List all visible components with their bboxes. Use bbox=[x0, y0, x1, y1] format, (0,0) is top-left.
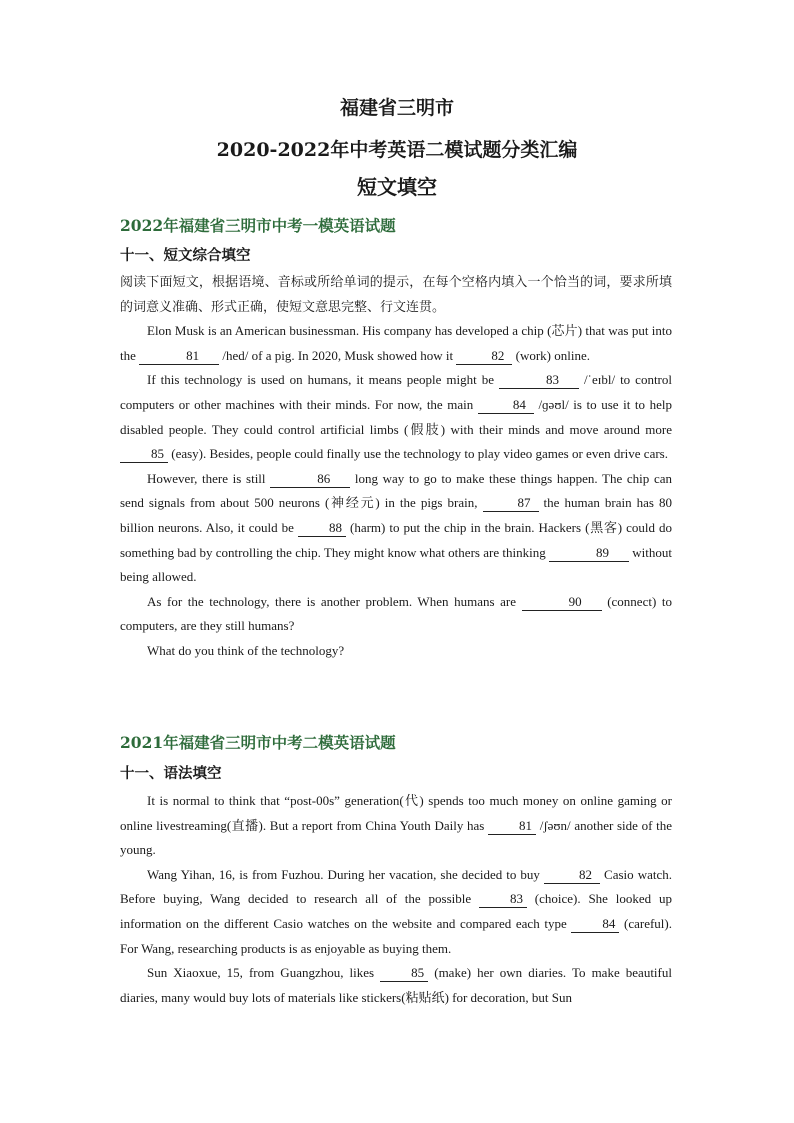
blank-86[interactable]: 86 bbox=[270, 471, 350, 488]
section1-heading: 2022年福建省三明市中考一模英语试题 bbox=[120, 216, 396, 235]
section2-paragraph-1: It is normal to think that “post-00s” generation(代) spends too much money on online gaming or online livestreaming(直播). But a report from China Youth Daily has 81 /ʃəʊn/ another side of the young. bbox=[120, 793, 672, 858]
blank-85-s2[interactable]: 85 bbox=[380, 965, 428, 982]
section2-heading: 2021年福建省三明市中考二模英语试题 bbox=[120, 733, 396, 752]
blank-87[interactable]: 87 bbox=[483, 495, 539, 512]
blank-85[interactable]: 85 bbox=[120, 446, 168, 463]
section2-subheading: 十一、语法填空 bbox=[120, 765, 222, 782]
blank-83[interactable]: 83 bbox=[499, 372, 579, 389]
blank-81-s2[interactable]: 81 bbox=[488, 818, 536, 835]
section1-paragraph-4: As for the technology, there is another problem. When humans are 90 (connect) to computers, are they still humans? bbox=[120, 593, 672, 634]
title-exam-collection: 2020-2022年中考英语二模试题分类汇编 bbox=[216, 139, 578, 161]
section1-paragraph-5: What do you think of the technology? bbox=[147, 642, 345, 658]
blank-81[interactable]: 81 bbox=[139, 348, 219, 365]
title-topic: 短文填空 bbox=[357, 175, 437, 199]
title-province-city: 福建省三明市 bbox=[339, 97, 454, 119]
blank-83-s2[interactable]: 83 bbox=[479, 891, 527, 908]
section1-instructions: 阅读下面短文，根据语境、音标或所给单词的提示，在每个空格内填入一个恰当的词，要求所填的词意义准确、形式正确，使短文意思完整、行文连贯。 bbox=[120, 274, 672, 314]
section1-paragraph-1: Elon Musk is an American businessman. His company has developed a chip (芯片) that was put into the 81 /hed/ of a pig. In 2020, Musk showed how it 82 (work) online. bbox=[120, 323, 672, 363]
section2-passage bbox=[120, 789, 672, 1010]
blank-90[interactable]: 90 bbox=[522, 594, 602, 611]
section2-paragraph-2: Wang Yihan, 16, is from Fuzhou. During her vacation, she decided to buy 82 Casio watch. Before buying, Wang decided to research all of the possible 83 (choice). She looked up information on the different Casio watches on the website and compared each type 84 (careful). For Wang, researching products is as enjoyable as buying them. bbox=[120, 866, 673, 956]
blank-82-s2[interactable]: 82 bbox=[544, 867, 600, 884]
blank-84-s2[interactable]: 84 bbox=[571, 916, 619, 933]
section1-paragraph-3: However, there is still 86 long way to go to make these things happen. The chip can send signals from about 500 neurons (神经元) in the pigs brain, 87 the human brain has 80 billion neurons. Also, it could be 88 (harm) to put the chip in the brain. Hackers (黑客) could do something bad by controlling the chip. They might know what others are thinking 89 without being allowed. bbox=[120, 470, 672, 585]
section1-passage bbox=[120, 270, 672, 664]
blank-88[interactable]: 88 bbox=[298, 520, 346, 537]
blank-82[interactable]: 82 bbox=[456, 348, 512, 365]
section1-paragraph-2: If this technology is used on humans, it means people might be 83 /ˈeɪbl/ to control computers or other machines with their minds. For now, the main 84 /ɡəʊl/ is to use it to help disabled people. They could control artificial limbs (假肢) with their minds and move around more 85 (easy). Besides, people could finally use the technology to play video games or even drive cars. bbox=[120, 372, 672, 462]
blank-89[interactable]: 89 bbox=[549, 545, 629, 562]
section1-subheading: 十一、短文综合填空 bbox=[120, 247, 251, 264]
blank-84[interactable]: 84 bbox=[478, 397, 534, 414]
section2-paragraph-3: Sun Xiaoxue, 15, from Guangzhou, likes 85 (make) her own diaries. To make beautiful diaries, many would buy lots of materials like stickers(粘贴纸) for decoration, but Sun bbox=[120, 965, 672, 1005]
